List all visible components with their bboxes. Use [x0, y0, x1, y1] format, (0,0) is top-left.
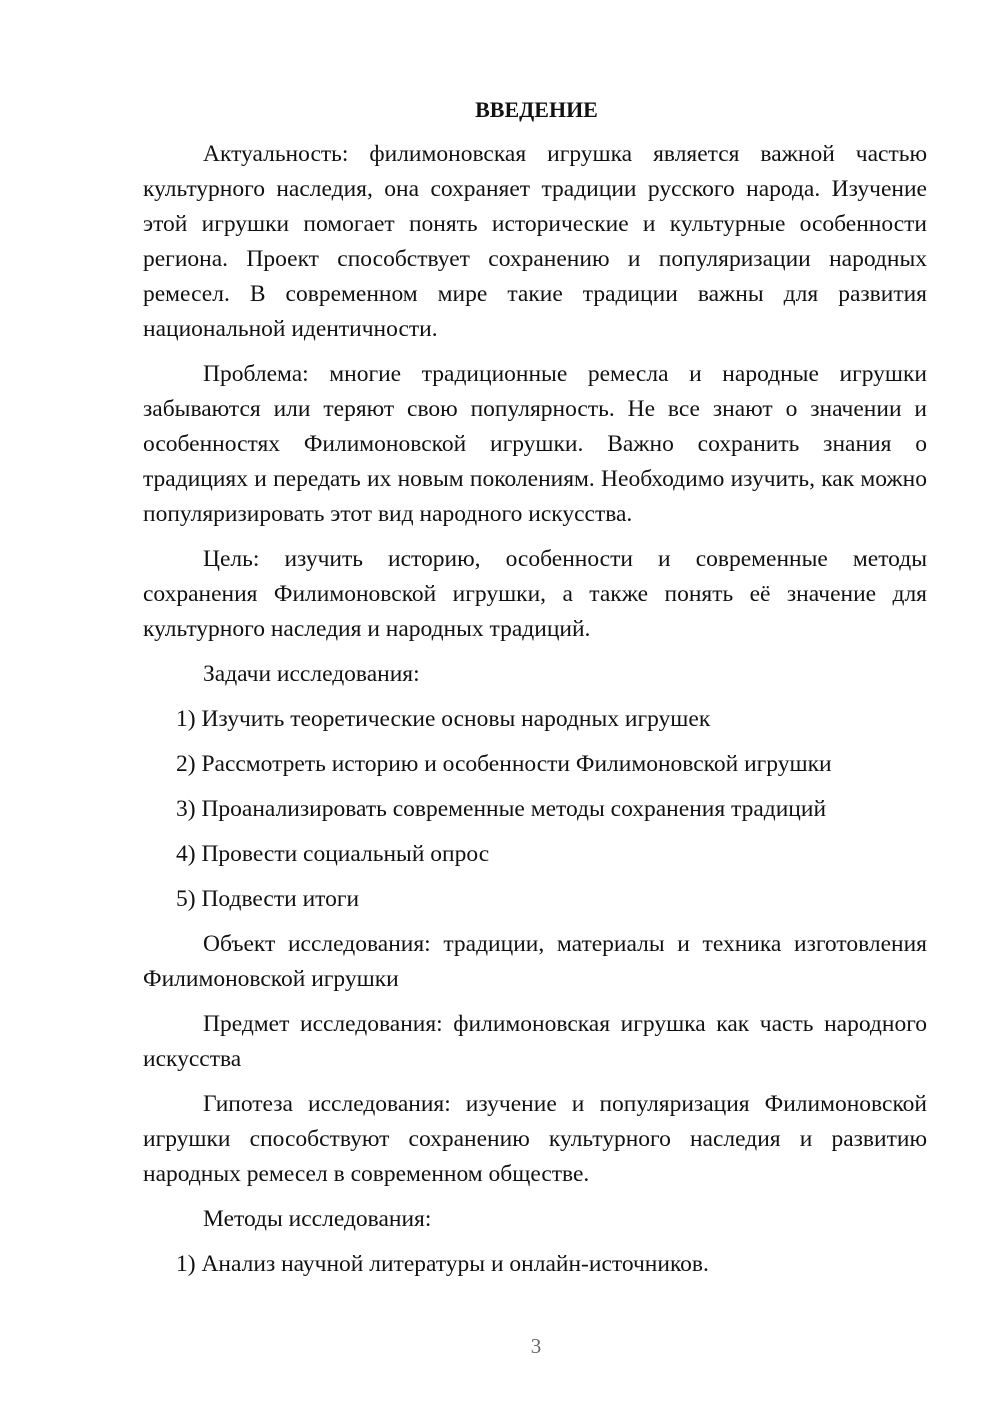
methods-label: Методы исследования:	[203, 1206, 432, 1232]
goal-paragraph: Цель: изучить историю, особенности и современные методы сохранения Филимоновской игрушки, а также понять её значение для культурного наследия и народных традиций.	[143, 546, 927, 642]
hypothesis-paragraph: Гипотеза исследования: изучение и популяризация Филимоновской игрушки способствуют сохранению культурного наследия и развитию народных ремесел в современном обществе.	[143, 1091, 927, 1187]
methods-list	[143, 1247, 927, 1282]
tasks-list	[143, 702, 927, 917]
list-item: 2) Рассмотреть историю и особенности Филимоновской игрушки	[176, 751, 832, 777]
page-content	[143, 95, 927, 1292]
problem-paragraph: Проблема: многие традиционные ремесла и народные игрушки забываются или теряют свою популярность. Не все знают о значении и особенностях Филимоновской игрушки. Важно сохранить знания о традициях и передать их новым поколениям. Необходимо изучить, как можно популяризировать этот вид народного искусства.	[143, 361, 927, 527]
relevance-paragraph: Актуальность: филимоновская игрушка является важной частью культурного наследия, она сохраняет традиции русского народа. Изучение этой игрушки помогает понять исторические и культурные особенности региона. Проект способствует сохранению и популяризации народных ремесел. В современном мире такие традиции важны для развития национальной идентичности.	[143, 141, 927, 342]
list-item: 3) Проанализировать современные методы сохранения традиций	[176, 796, 827, 822]
list-item: 4) Провести социальный опрос	[176, 841, 490, 867]
object-paragraph: Объект исследования: традиции, материалы и техника изготовления Филимоновской игрушки	[143, 931, 927, 992]
tasks-label: Задачи исследования:	[203, 661, 420, 687]
list-item: 1) Изучить теоретические основы народных игрушек	[176, 706, 711, 732]
list-item: 1) Анализ научной литературы и онлайн-источников.	[176, 1251, 709, 1277]
page-number: 3	[530, 1334, 542, 1358]
list-item: 5) Подвести итоги	[176, 886, 360, 912]
subject-paragraph: Предмет исследования: филимоновская игрушка как часть народного искусства	[143, 1011, 927, 1072]
section-title: ВВЕДЕНИЕ	[475, 97, 598, 122]
